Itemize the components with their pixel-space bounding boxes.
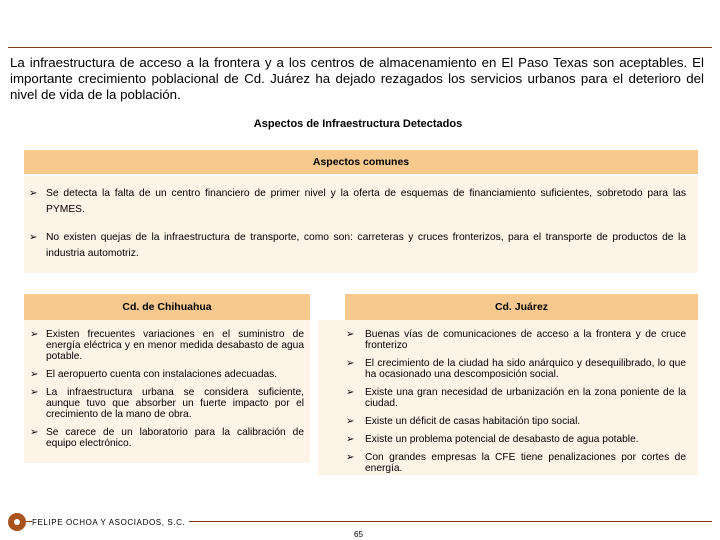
arrow-bullet-icon: ➢ [346, 452, 355, 463]
list-item-text: No existen quejas de la infraestructura de transporte, como son: carreteras y cruces fronterizos, para el transporte de productos de la industria automotriz. [46, 232, 686, 259]
arrow-bullet-icon: ➢ [30, 329, 39, 340]
list-item-text: Se detecta la falta de un centro financiero de primer nivel y la oferta de esquemas de financiamiento suficientes, sobretodo para las PYMES. [46, 188, 686, 215]
juarez-header: Cd. Juárez [345, 294, 698, 320]
company-logo-icon [8, 513, 26, 531]
arrow-bullet-icon: ➢ [29, 188, 38, 199]
chihuahua-list [24, 320, 310, 449]
chihuahua-panel [24, 320, 310, 463]
list-item-text: El crecimiento de la ciudad ha sido anárquico y desequilibrado, lo que ha ocasionado una descomposición social. [365, 358, 686, 380]
common-aspects-list [24, 176, 698, 262]
list-item-text: Se carece de un laboratorio para la calibración de equipo electrónico. [46, 427, 304, 449]
list-item-text: Existen frecuentes variaciones en el suministro de energía eléctrica y en menor medida desabasto de agua potable. [46, 329, 304, 362]
arrow-bullet-icon: ➢ [30, 387, 39, 398]
arrow-bullet-icon: ➢ [29, 232, 38, 243]
arrow-bullet-icon: ➢ [346, 416, 355, 427]
list-item [24, 186, 686, 218]
top-divider [8, 47, 712, 48]
list-item-text: Existe un problema potencial de desabasto de agua potable. [365, 434, 639, 445]
juarez-list [318, 320, 698, 474]
arrow-bullet-icon: ➢ [30, 427, 39, 438]
list-item-text: Con grandes empresas la CFE tiene penalizaciones por cortes de energía. [365, 452, 686, 474]
arrow-bullet-icon: ➢ [346, 358, 355, 369]
list-item [318, 452, 686, 474]
list-item [24, 369, 304, 380]
list-item [318, 416, 686, 427]
common-aspects-header: Aspectos comunes [24, 150, 698, 174]
intro-paragraph: La infraestructura de acceso a la frontera y a los centros de almacenamiento en El Paso Texas son aceptables. El importante crecimiento poblacional de Cd. Juárez ha dejado rezagados los servicios urbanos para el deterioro del nivel de vida de la población. [10, 55, 704, 102]
list-item-text: Buenas vías de comunicaciones de acceso a la frontera y de cruce fronterizo [365, 329, 686, 351]
arrow-bullet-icon: ➢ [346, 329, 355, 340]
list-item [24, 230, 686, 262]
list-item [24, 427, 304, 449]
list-item-text: Existe un déficit de casas habitación tipo social. [365, 416, 581, 427]
juarez-panel [318, 320, 698, 475]
list-item [318, 329, 686, 351]
footer-company-name: FELIPE OCHOA Y ASOCIADOS, S.C. [32, 518, 189, 527]
chihuahua-header: Cd. de Chihuahua [24, 294, 310, 320]
page-number: 65 [354, 530, 363, 539]
arrow-bullet-icon: ➢ [346, 434, 355, 445]
list-item [24, 329, 304, 362]
section-title: Aspectos de Infraestructura Detectados [253, 118, 463, 130]
list-item-text: Existe una gran necesidad de urbanización en la zona poniente de la ciudad. [365, 387, 686, 409]
arrow-bullet-icon: ➢ [346, 387, 355, 398]
list-item [318, 434, 686, 445]
list-item-text: La infraestructura urbana se considera suficiente, aunque tuvo que absorber un fuerte impacto por el crecimiento de la mano de obra. [46, 387, 304, 420]
list-item-text: El aeropuerto cuenta con instalaciones adecuadas. [46, 369, 278, 380]
arrow-bullet-icon: ➢ [30, 369, 39, 380]
list-item [24, 387, 304, 420]
list-item [318, 387, 686, 409]
list-item [318, 358, 686, 380]
common-aspects-panel [24, 176, 698, 273]
